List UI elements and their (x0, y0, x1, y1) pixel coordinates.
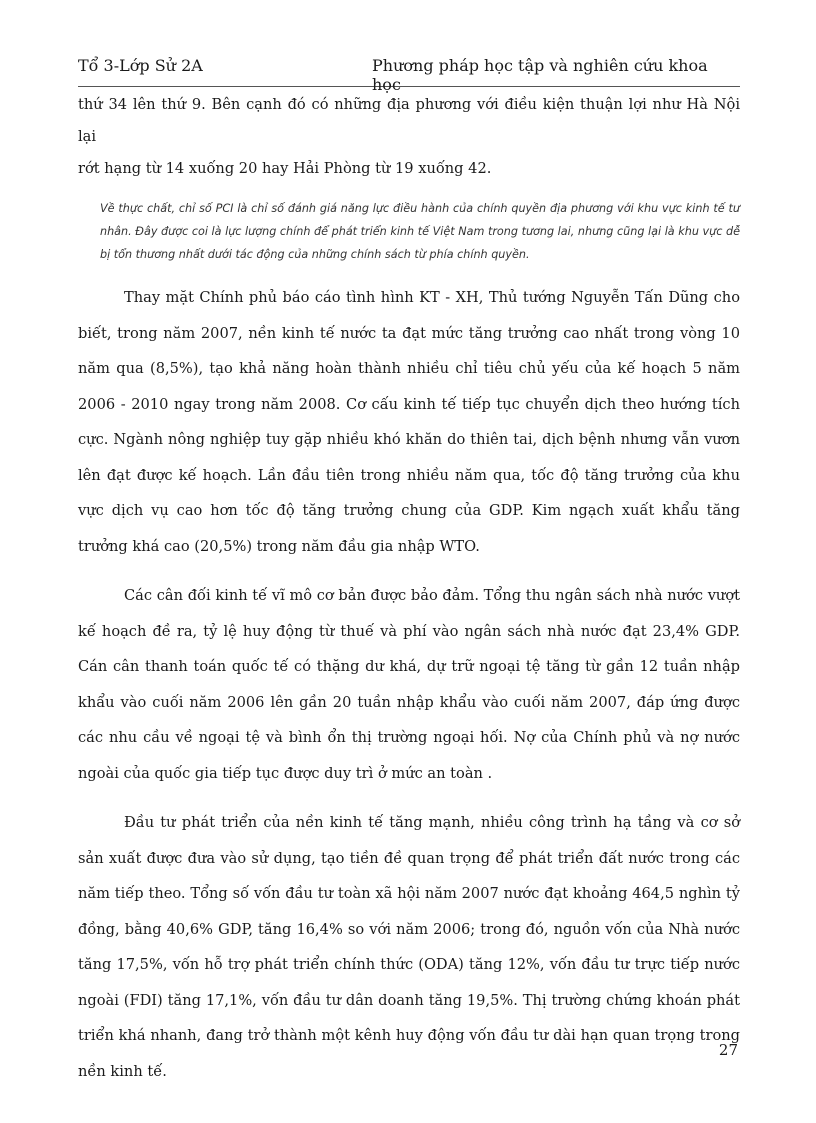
header-group-label: Tổ 3-Lớp Sử 2A (78, 56, 203, 75)
continued-line-1: thứ 34 lên thứ 9. Bên cạnh đó có những địa phương với điều kiện thuận lợi như Hà Nội lại (78, 96, 740, 145)
page-number: 27 (718, 1041, 738, 1059)
paragraph-investment: Đầu tư phát triển của nền kinh tế tăng mạnh, nhiều công trình hạ tầng và cơ sở sản xuất được đưa vào sử dụng, tạo tiền đề quan trọng để phát triển đất nước trong các năm tiếp theo. Tổng số vốn đầu tư toàn xã hội năm 2007 nước đạt khoảng 464,5 nghìn tỷ đồng, bằng 40,6% GDP, tăng 16,4% so với năm 2006; trong đó, nguồn vốn của Nhà nước tăng 17,5%, vốn hỗ trợ phát triển chính thức (ODA) tăng 12%, vốn đầu tư trực tiếp nước ngoài (FDI) tăng 17,1%, vốn đầu tư dân doanh tăng 19,5%. Thị trường chứng khoán phát triển khá nhanh, đang trở thành một kênh huy động vốn đầu tư dài hạn quan trọng trong nền kinh tế. (78, 814, 740, 1080)
document-body (78, 89, 740, 1089)
continued-paragraph (78, 89, 740, 185)
paragraph-macro-balance: Các cân đối kinh tế vĩ mô cơ bản được bảo đảm. Tổng thu ngân sách nhà nước vượt kế hoạch đề ra, tỷ lệ huy động từ thuế và phí vào ngân sách nhà nước đạt 23,4% GDP. Cán cân thanh toán quốc tế có thặng dư khá, dự trữ ngoại tệ tăng từ gần 12 tuần nhập khẩu vào cuối năm 2006 lên gần 20 tuần nhập khẩu vào cuối năm 2007, đáp ứng được các nhu cầu về ngoại tệ và bình ổn thị trường ngoại hối. Nợ của Chính phủ và nợ nước ngoài của quốc gia tiếp tục được duy trì ở mức an toàn . (78, 587, 740, 782)
paragraph-economic-growth: Thay mặt Chính phủ báo cáo tình hình KT - XH, Thủ tướng Nguyễn Tấn Dũng cho biết, trong năm 2007, nền kinh tế nước ta đạt mức tăng trưởng cao nhất trong vòng 10 năm qua (8,5%), tạo khả năng hoàn thành nhiều chỉ tiêu chủ yếu của kế hoạch 5 năm 2006 - 2010 ngay trong năm 2008. Cơ cấu kinh tế tiếp tục chuyển dịch theo hướng tích cực. Ngành nông nghiệp tuy gặp nhiều khó khăn do thiên tai, dịch bệnh nhưng vẫn vươn lên đạt được kế hoạch. Lần đầu tiên trong nhiều năm qua, tốc độ tăng trưởng của khu vực dịch vụ cao hơn tốc độ tăng trưởng chung của GDP. Kim ngạch xuất khẩu tăng trưởng khá cao (20,5%) trong năm đầu gia nhập WTO. (78, 289, 740, 555)
header-document-title: Phương pháp học tập và nghiên cứu khoa học (372, 56, 708, 94)
continued-line-2: rớt hạng từ 14 xuống 20 hay Hải Phòng từ 19 xuống 42. (78, 160, 492, 177)
italic-note: Về thực chất, chỉ số PCI là chỉ số đánh giá năng lực điều hành của chính quyền địa phương với khu vực kinh tế tư nhân. Đây được coi là lực lượng chính để phát triển kinh tế Việt Nam trong tương lai, nhưng cũng lại là khu vực dễ bị tổn thương nhất dưới tác động của những chính sách từ phía chính quyền. (100, 202, 740, 261)
page-header (78, 46, 740, 94)
